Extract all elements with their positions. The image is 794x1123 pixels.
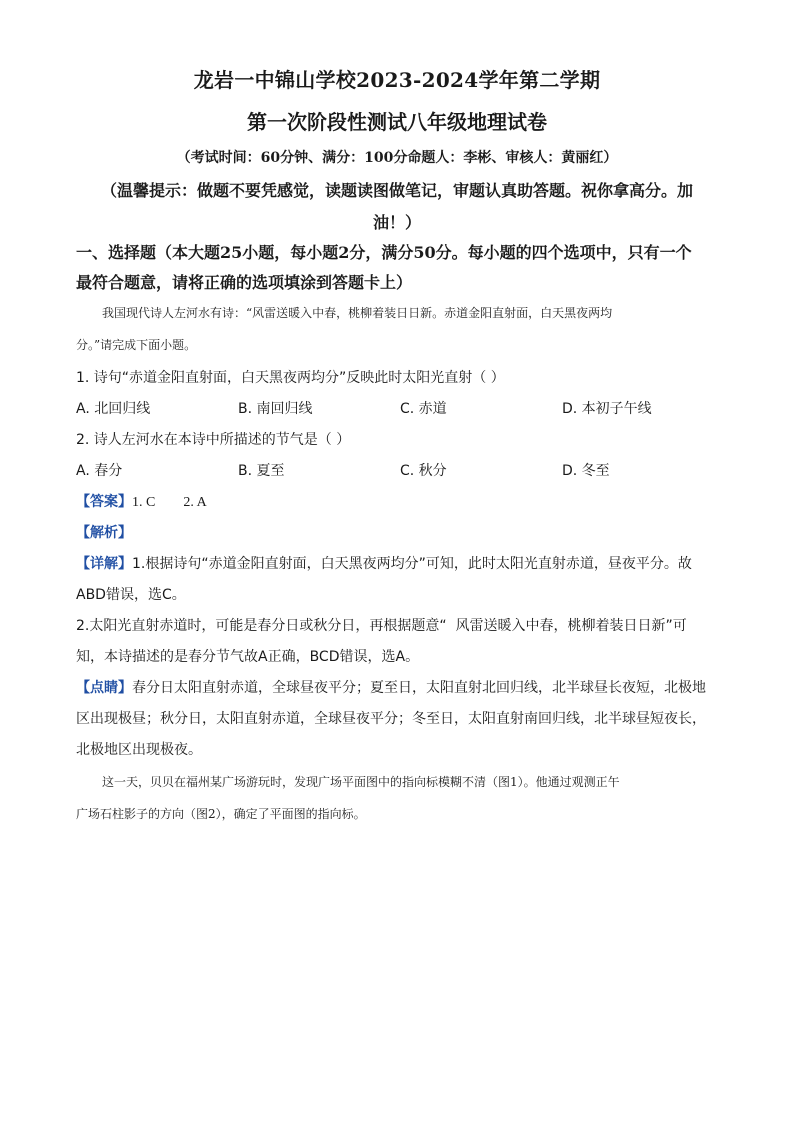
- comment-text-1: 春分日太阳直射赤道，全球昼夜平分；夏至日，太阳直射北回归线，北半球昼长夜短，北极地: [132, 680, 706, 696]
- tips-line1: （温馨提示：做题不要凭感觉，读题读图做笔记，审题认真助答题。祝你拿高分。加: [100, 181, 693, 200]
- detail-line3: 2.太阳光直射赤道时，可能是春分日或秋分日，再根据题意“ 风雷送暖入中春，桃柳着装日日新”可: [76, 618, 687, 634]
- section-heading-line2: 最符合题意，请将正确的选项填涂到答题卡上）: [76, 273, 413, 292]
- answer-tag: 【答案】: [76, 494, 132, 510]
- answer-text: 1. C 2. A: [132, 495, 207, 510]
- question-1-option-a: A. 北回归线: [76, 401, 151, 417]
- question-2-option-a: A. 春分: [76, 463, 123, 479]
- question-2-option-b: B. 夏至: [238, 463, 285, 479]
- detail-line4: 知，本诗描述的是春分节气故A正确，BCD错误，选A。: [76, 649, 420, 665]
- exam-title-line2: 第一次阶段性测试八年级地理试卷: [247, 110, 547, 134]
- exam-info: （考试时间：60分钟、满分：100分命题人：李彬、审核人：黄丽红）: [176, 150, 618, 166]
- question-2-option-d: D. 冬至: [562, 463, 610, 479]
- analysis-line: [76, 522, 132, 542]
- material2-line1: 这一天，贝贝在福州某广场游玩时，发现广场平面图中的指向标模糊不清（图1）。他通过观测正午: [102, 775, 620, 789]
- question-1-option-c: C. 赤道: [400, 401, 447, 417]
- detail-line1: [76, 553, 692, 573]
- tips-line2: 油！）: [372, 213, 421, 232]
- question-2-option-c: C. 秋分: [400, 463, 447, 479]
- material2-line2: 广场石柱影子的方向（图2），确定了平面图的指向标。: [76, 807, 366, 821]
- answer-line: [76, 491, 207, 511]
- detail-tag: 【详解】: [76, 556, 132, 572]
- question-1-option-b: B. 南回归线: [238, 401, 313, 417]
- question-2-stem: 2. 诗人左河水在本诗中所描述的节气是（ ）: [76, 432, 351, 448]
- analysis-tag: 【解析】: [76, 525, 132, 541]
- section-heading-line1: 一、选择题（本大题25小题，每小题2分，满分50分。每小题的四个选项中，只有一个: [76, 243, 692, 262]
- comment-line3: 北极地区出现极夜。: [76, 742, 202, 758]
- material1-line2: 分。”请完成下面小题。: [76, 338, 197, 352]
- comment-tag: 【点睛】: [76, 680, 132, 696]
- question-1-option-d: D. 本初子午线: [562, 401, 652, 417]
- detail-text-1: 1.根据诗句“赤道金阳直射面，白天黑夜两均分”可知，此时太阳光直射赤道，昼夜平分。故: [132, 556, 692, 572]
- question-1-stem: 1. 诗句“赤道金阳直射面，白天黑夜两均分”反映此时太阳光直射（ ）: [76, 370, 505, 386]
- detail-line2: ABD错误，选C。: [76, 587, 186, 603]
- material1-line1: 我国现代诗人左河水有诗：“风雷送暖入中春，桃柳着装日日新。赤道金阳直射面，白天黑夜两均: [102, 306, 613, 320]
- comment-line2: 区出现极昼；秋分日，太阳直射赤道，全球昼夜平分；冬至日，太阳直射南回归线，北半球昼短夜长，: [76, 711, 706, 727]
- comment-line1: [76, 677, 706, 697]
- exam-title-line1: 龙岩一中锦山学校2023-2024学年第二学期: [193, 68, 601, 92]
